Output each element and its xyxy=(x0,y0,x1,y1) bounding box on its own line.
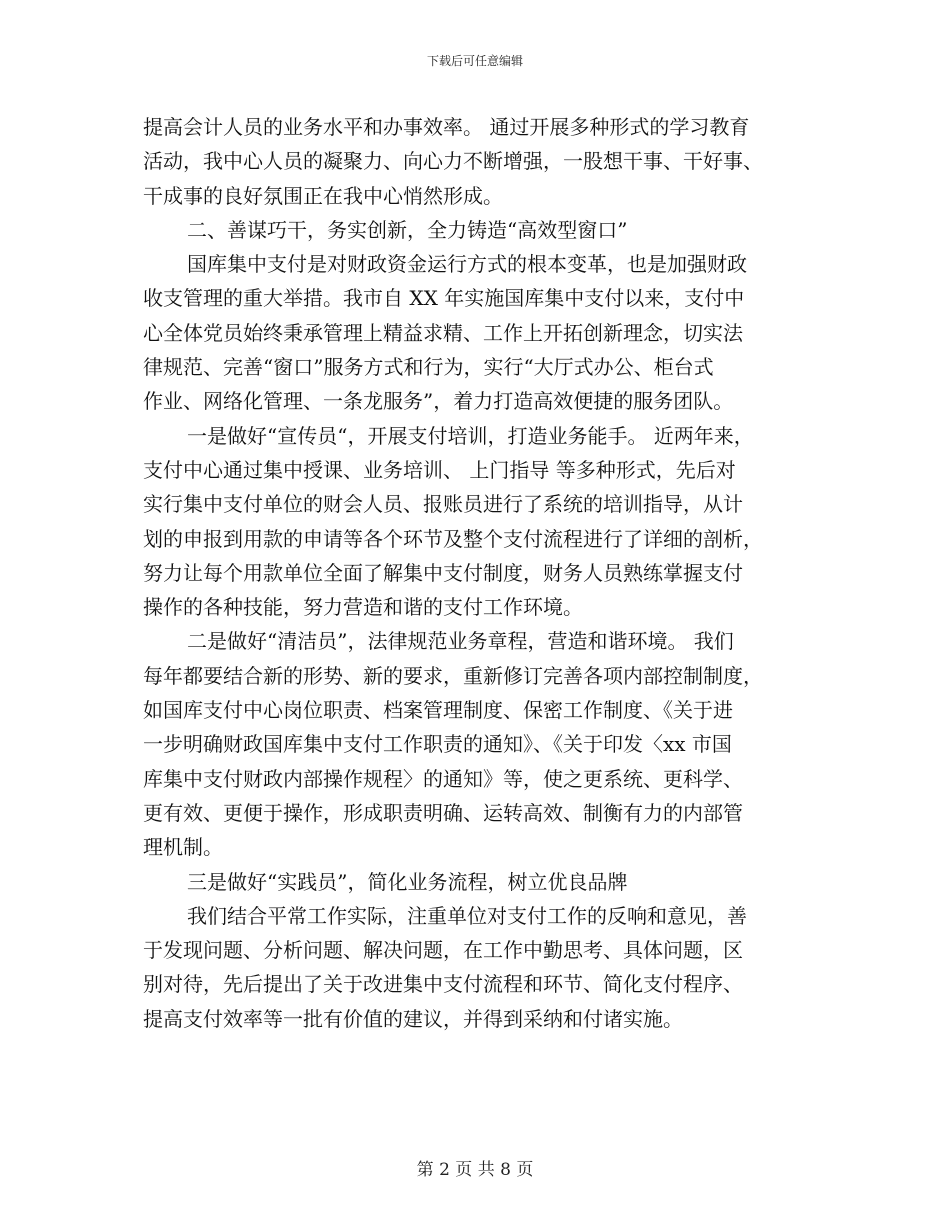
text-line: 一是做好“宣传员“，开展支付培训，打造业务能手。 近两年来， xyxy=(187,423,754,448)
text-line: 二是做好“清洁员”，法律规范业务章程，营造和谐环境。 我们 xyxy=(187,629,734,654)
text-line: 一步明确财政国库集中支付工作职责的通知》、《关于印发〈xx 市国 xyxy=(143,732,732,757)
text-line: 活动，我中心人员的凝聚力、向心力不断增强，一股想干事、干好事、 xyxy=(143,149,763,174)
text-line: 收支管理的重大举措。我市自 XX 年实施国库集中支付以来，支付中 xyxy=(143,286,745,311)
text-line: 二、善谋巧干，务实创新，全力铸造“高效型窗口” xyxy=(187,217,628,242)
text-line: 库集中支付财政内部操作规程〉的通知》等，使之更系统、更科学、 xyxy=(143,766,743,791)
page-header: 下载后可任意编辑 xyxy=(426,54,523,68)
text-line: 每年都要结合新的形势、新的要求，重新修订完善各项内部控制制度， xyxy=(143,663,763,688)
text-line: 提高会计人员的业务水平和办事效率。 通过开展多种形式的学习教育 xyxy=(143,115,750,139)
text-line: 干成事的良好氛围正在我中心悄然形成。 xyxy=(143,183,503,208)
text-line: 我们结合平常工作实际，注重单位对支付工作的反响和意见，善 xyxy=(187,903,747,928)
text-line: 实行集中支付单位的财会人员、报账员进行了系统的培训指导，从计 xyxy=(143,492,743,517)
text-line: 努力让每个用款单位全面了解集中支付制度，财务人员熟练掌握支付 xyxy=(143,560,743,585)
text-line: 于发现问题、分析问题、解决问题，在工作中勤思考、具体问题，区 xyxy=(143,938,743,963)
page-footer: 第 2 页 共 8 页 xyxy=(416,1160,534,1180)
text-line: 如国库支付中心岗位职责、档案管理制度、保密工作制度、《关于进 xyxy=(143,698,733,723)
text-line: 划的申报到用款的申请等各个环节及整个支付流程进行了详细的剖析， xyxy=(143,526,763,551)
text-line: 提高支付效率等一批有价值的建议，并得到采纳和付诸实施。 xyxy=(143,1006,683,1031)
text-line: 更有效、更便于操作，形成职责明确、运转高效、制衡有力的内部管 xyxy=(143,800,743,825)
text-line: 心全体党员始终秉承管理上精益求精、工作上开拓创新理念，切实法 xyxy=(143,320,743,345)
text-line: 操作的各种技能，努力营造和谐的支付工作环境。 xyxy=(143,595,583,620)
text-line: 支付中心通过集中授课、业务培训、 上门指导 等多种形式，先后对 xyxy=(143,457,736,482)
text-line: 律规范、完善“窗口”服务方式和行为，实行“大厅式办公、柜台式 xyxy=(143,355,714,380)
text-line: 别对待，先后提出了关于改进集中支付流程和环节、简化支付程序、 xyxy=(143,972,743,997)
text-line: 理机制。 xyxy=(143,835,223,860)
text-line: 国库集中支付是对财政资金运行方式的根本变革，也是加强财政 xyxy=(187,252,747,277)
text-line: 作业、网络化管理、一条龙服务”，着力打造高效便捷的服务团队。 xyxy=(143,389,734,414)
text-line: 三是做好“实践员”，简化业务流程，树立优良品牌 xyxy=(187,869,628,894)
document-body xyxy=(143,110,815,1036)
